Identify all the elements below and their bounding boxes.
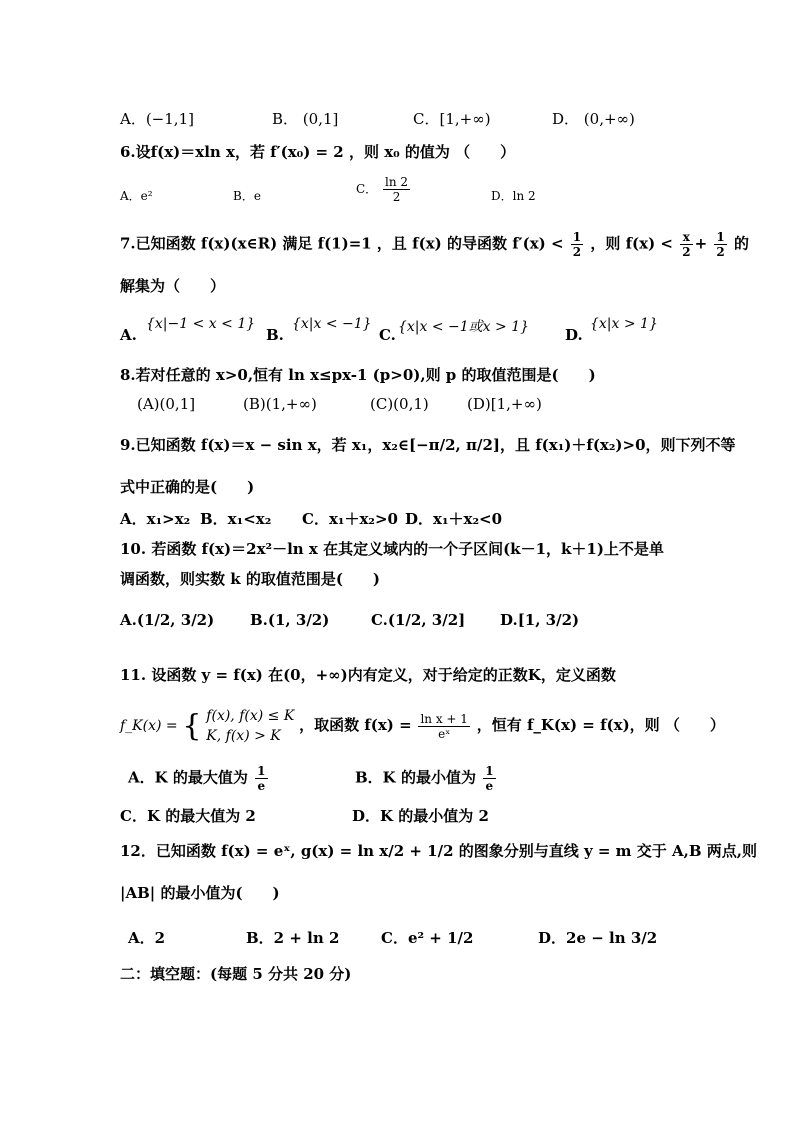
- q5-option-c: C．[1,+∞): [413, 110, 491, 128]
- q12-stem: 12．已知函数 f(x) = eˣ, g(x) = ln x/2 + 1/2 的图象分别与直线 y = m 交于 A,B 两点,则: [120, 842, 757, 860]
- q7-option-b-label: B.: [266, 326, 284, 344]
- q11-option-a-num: 1: [257, 764, 266, 778]
- q7-frac-half-num: 1: [572, 230, 582, 244]
- q6-option-d: D．ln 2: [491, 189, 536, 203]
- q11-stem: 11. 设函数 y = f(x) 在(0，+∞)内有定义，对于给定的正数K，定义函数: [120, 666, 616, 684]
- q9-option-b: B．x₁<x₂: [200, 510, 272, 528]
- q11-option-b-den: e: [485, 779, 494, 793]
- q9-option-d: D．x₁＋x₂<0: [405, 510, 503, 528]
- q7-option-d-value: {x|x > 1}: [590, 316, 658, 332]
- q5-option-a: A．(−1,1]: [120, 110, 194, 128]
- q11-frac-f-num: ln x + 1: [420, 711, 468, 726]
- q6-option-c: [356, 175, 412, 204]
- q10-option-d: D.[1, 3/2): [500, 611, 580, 629]
- q7-option-c-label: C.: [379, 326, 396, 344]
- q7-stem-b: ，则 f(x) <: [590, 234, 673, 253]
- q7-option-a-label: A.: [120, 326, 137, 344]
- q11-frac-f-den: eˣ: [438, 726, 451, 741]
- section-2-heading: 二：填空题：(每题 5 分共 20 分): [120, 965, 352, 983]
- q7-frac-half-den: 2: [572, 245, 582, 259]
- q11-option-a: [128, 764, 270, 793]
- q12-option-d: D．2e − ln 3/2: [538, 929, 658, 947]
- q11-stem3: ，恒有 f_K(x) = f(x)，则 （ ）: [476, 716, 725, 734]
- q10-option-c: C.(1/2, 3/2]: [371, 611, 466, 629]
- q7-stem2: 解集为（ ）: [120, 277, 226, 295]
- q8-stem: 8.若对任意的 x>0,恒有 ln x≤px-1 (p>0),则 p 的取值范围是( ): [120, 366, 596, 384]
- q11-frac-f: [418, 712, 469, 741]
- q6-option-b: B．e: [233, 189, 261, 203]
- q9-option-c: C．x₁＋x₂>0: [302, 510, 398, 528]
- q11-option-a-frac: [255, 764, 267, 793]
- q7-option-b-value: {x|x < −1}: [292, 316, 372, 332]
- q12-option-b: B．2 + ln 2: [246, 929, 340, 947]
- q11-option-b: [355, 764, 498, 793]
- q7-frac-half2-den: 2: [716, 245, 725, 259]
- q7-option-c-value: {x|x < −1或x > 1}: [398, 319, 530, 335]
- q11-option-b-frac: [483, 764, 495, 793]
- q10-stem: 10. 若函数 f(x)＝2x²－ln x 在其定义域内的一个子区间(k－1，k＋1)上不是单: [120, 540, 664, 558]
- q5-option-d: D． (0,+∞): [552, 110, 635, 128]
- q6-option-c-fraction: [383, 175, 410, 204]
- q6-option-a: A．e²: [120, 189, 153, 203]
- q11-cases: [206, 706, 294, 746]
- q12-option-a: A．2: [128, 929, 166, 947]
- q8-option-b: (B)(1,+∞): [243, 395, 317, 413]
- q7-stem: 7.已知函数 f(x)(x∈R) 满足 f(1)=1 ，且 f(x) 的导函数 f′(x) < $\frac{1}{2}$ ，则 f(x) < $\frac{x}{2}$ + $\frac{1}{2}$ 的: [120, 230, 749, 259]
- q11-fk-label: f_K(x) =: [120, 718, 178, 734]
- q7-option-a-value: {x|−1 < x < 1}: [146, 316, 256, 332]
- q12-option-c: C．e² + 1/2: [381, 929, 474, 947]
- q11-option-d: D．K 的最小值为 2: [352, 807, 489, 825]
- q9-option-a: A．x₁>x₂: [120, 510, 191, 528]
- q7-stem-a: 7.已知函数 f(x)(x∈R) 满足 f(1)=1 ，且 f(x) 的导函数 f′(x) <: [120, 234, 564, 253]
- q7-frac-half-2: [714, 230, 726, 259]
- q8-option-d: (D)[1,+∞): [467, 395, 542, 413]
- q10-option-a: A.(1/2, 3/2): [120, 611, 215, 629]
- q7-frac-x2: [680, 230, 692, 259]
- q8-option-a: (A)(0,1]: [137, 395, 196, 413]
- q11-option-b-text: B．K 的最小值为: [355, 768, 476, 787]
- q7-frac-x2-den: 2: [682, 245, 691, 259]
- q11-stem2: ，取函数 f(x) =: [299, 716, 412, 734]
- q7-option-d-label: D.: [565, 326, 583, 344]
- q11-option-a-text: A．K 的最大值为: [128, 768, 248, 787]
- q8-option-c: (C)(0,1): [370, 395, 429, 413]
- q11-case-a: f(x), f(x) ≤ K: [206, 708, 295, 724]
- q9-stem2: 式中正确的是( ): [120, 478, 255, 496]
- q6-stem: 6.设f(x)＝xln x，若 f′(x₀) = 2 ，则 x₀ 的值为 （ ）: [120, 143, 516, 161]
- q7-frac-half2-num: 1: [716, 230, 725, 244]
- q12-stem2: |AB| 的最小值为( ): [120, 884, 280, 902]
- q5-option-b: B． (0,1]: [272, 110, 339, 128]
- q7-stem-c: 的: [733, 234, 749, 253]
- q11-definition: [120, 706, 725, 746]
- q6-option-c-num: ln 2: [385, 175, 409, 189]
- q6-option-c-den: 2: [392, 190, 401, 204]
- q7-frac-x2-num: x: [680, 230, 692, 245]
- q10-stem2: 调函数，则实数 k 的取值范围是( ): [120, 570, 381, 588]
- q7-frac-half: [571, 230, 583, 259]
- q9-stem: 9.已知函数 f(x)＝x − sin x，若 x₁，x₂∈[−π/2, π/2]，且 f(x₁)＋f(x₂)>0，则下列不等: [120, 436, 736, 454]
- q11-option-c: C．K 的最大值为 2: [120, 807, 256, 825]
- q10-option-b: B.(1, 3/2): [250, 611, 330, 629]
- q6-option-c-label: C．: [356, 182, 378, 196]
- q11-option-a-den: e: [257, 779, 266, 793]
- q11-case-b: K, f(x) > K: [206, 728, 281, 744]
- q11-option-b-num: 1: [485, 764, 494, 778]
- q11-brace: {: [182, 708, 202, 744]
